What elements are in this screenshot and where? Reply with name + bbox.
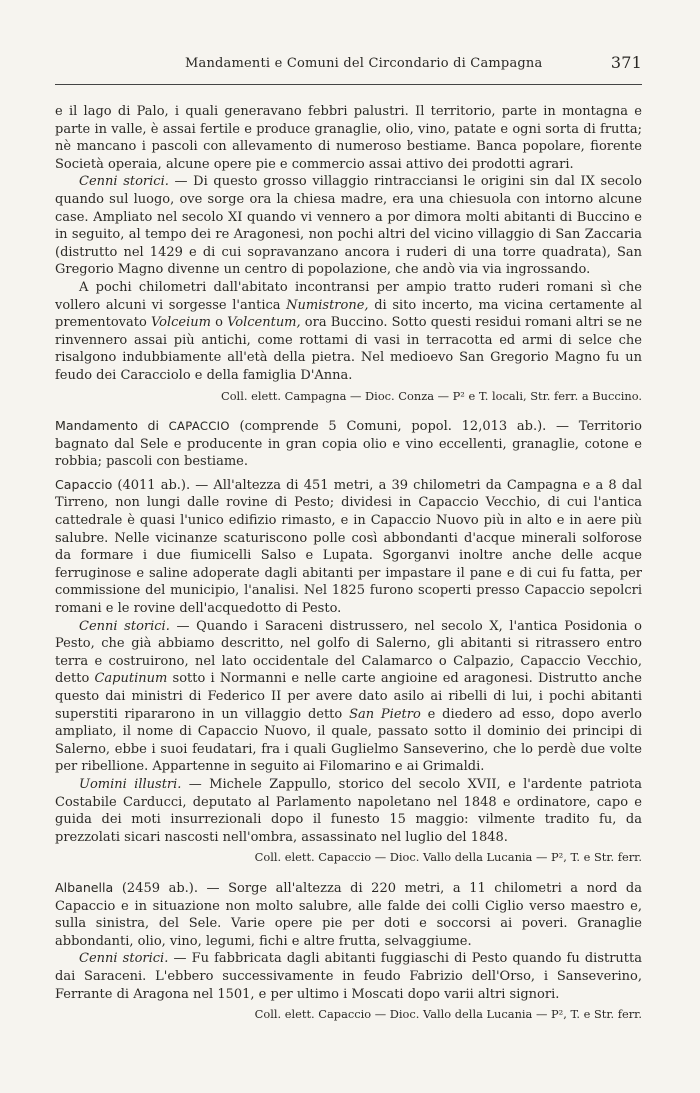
paragraph-notable-people [55, 776, 642, 846]
entry-heading: Albanella [55, 879, 114, 895]
paragraph-text: e diedero ad esso, dopo averlo ampliato, il nome di Capaccio Nuovo, il quale, passato sotto il dominio dei principi di Salerno, ebbe i suoi feudatari, fra i quali Guglielmo Sanseverino, che lo perdè due volte per ribellione. Appartenne in seguito ai Filomarino e ai Grimaldi. [55, 706, 642, 775]
italic-term: Numistrone, [286, 297, 369, 313]
paragraph-mandamento-capaccio [55, 417, 642, 471]
section-label: Cenni storici. [79, 618, 170, 634]
italic-term: San Pietro [349, 706, 421, 722]
section-label: Uomini illustri. [79, 776, 182, 792]
paragraph-text: (comprende 5 Comuni, popol. 12,013 ab.). — Territorio bagnato dal Sele e producente in gran copia olio e vino eccellenti, granaglie, cotone e robbia; pascoli con bestiame. [55, 419, 642, 470]
paragraph-text: o [210, 315, 228, 331]
paragraph-land [55, 103, 642, 173]
paragraph-history-albanella [55, 950, 642, 1003]
paragraph-history-capaccio [55, 618, 642, 776]
text-body [55, 103, 642, 1024]
paragraph-text: — Quando i Saraceni distrussero, nel secolo X, l'antica Posidonia o Pesto, che già abbiamo descritto, nel golfo di Salerno, gli abitanti si ritrassero entro terra e costruirono, nel lato occidentale del Calamarco o Calpazio, Capaccio Vecchio, detto [55, 618, 642, 687]
paragraph-history-san-gregorio [55, 173, 642, 279]
entry-heading: Capaccio [55, 476, 113, 492]
italic-term: Volceium [150, 315, 211, 331]
header-rule [55, 84, 642, 85]
paragraph-text: di sito incerto, ma vicina certamente al prementovato [55, 297, 642, 331]
italic-term: Volcentum, [227, 315, 301, 331]
paragraph-text: (4011 ab.). — All'altezza di 451 metri, a 39 chilometri da Campagna e a 8 dal Tirreno, non lungi dalle rovine di Pesto; dividesi in Capaccio Vecchio, di cui l'antica cattedrale è quasi l'unico edifizio rimasto, e in Capaccio Nuovo più in alto e in aere più salubre. Nelle vicinanze scaturiscono polle così abbondanti d'acque minerali solforose da formare i due fiumicelli Salso e Lupata. Sgorganvi inoltre anche delle acque ferruginose e saline adoperate dagli abitanti per impastare il pane e di cui fu fatta, per commissione del municipio, l'analisi. Nel 1825 furono scoperti presso Capaccio sepolcri romani e le rovine dell'acquedotto di Pesto. [55, 477, 642, 617]
electoral-note: Coll. elett. Campagna — Dioc. Conza — P² e T. locali, Str. ferr. a Buccino. [220, 388, 642, 403]
paragraph-text: — Fu fabbricata dagli abitanti fuggiaschi di Pesto quando fu distrutta dai Saraceni. L'ebbero successivamente in feudo Fabrizio dell'Orso, i Sanseverino, Ferrante di Aragona nel 1501, e per ultimo i Moscati dopo varii altri signori. [55, 951, 643, 1002]
running-header [55, 54, 642, 76]
electoral-note: Coll. elett. Capaccio — Dioc. Vallo della Lucania — P², T. e Str. ferr. [254, 1007, 642, 1022]
section-label: Cenni storici. [79, 174, 169, 190]
paragraph-text: e il lago di Palo, i quali generavano febbri palustri. Il territorio, parte in montagna e parte in valle, è assai fertile e produce granaglie, olio, vino, patate e ogni sorta di frutta; nè mancano i pascoli con allevamento di numeroso bestiame. Banca popolare, fiorente Società operaia, alcune opere pie e commercio assai attivo dei prodotti agrari. [55, 104, 642, 172]
paragraph-albanella [55, 879, 642, 950]
paragraph-text: ora Buccino. Sotto questi residui romani altri se ne rinvennero assai più antichi, come rottami di vasi in terracotta ed armi di selce che risalgono indubbiamente all'età della pietra. Nel medioevo San Gregorio Magno fu un feudo dei Caracciolo e della famiglia D'Anna. [55, 315, 643, 383]
page-number: 371 [610, 53, 642, 72]
paragraph-text: — Di questo grosso villaggio rintracciansi le origini sin dal IX secolo quando sul luogo, ove sorge ora la chiesa madre, era una chiesuola con intorno alcune case. Ampliato nel secolo XI quando vi vennero a por dimora molti abitanti di Buccino e in seguito, al tempo dei re Aragonesi, non pochi altri del vicino villaggio di San Zaccaria (distrutto nel 1429 e di cui sopravanzano ancora i ruderi di una torre quadrata), San Gregorio Magno divenne un centro di popolazione, che andò via via ingrossando. [55, 174, 642, 278]
paragraph-text: A pochi chilometri dall'abitato incontransi per ampio tratto ruderi romani sì che vollero alcuni vi sorgesse l'antica [55, 279, 642, 313]
paragraph-text: — Michele Zappullo, storico del secolo XVII, e l'ardente patriota Costabile Carducci, deputato al Parlamento napoletano nel 1848 e ordinatore, capo e guida dei moti insurrezionali dopo il funesto 15 maggio: vilmente tradito fu, da prezzolati sicari nascosti nell'ombra, assassinato nel luglio del 1848. [55, 776, 642, 845]
paragraph-ruins [55, 279, 642, 385]
section-label: Cenni storici. [79, 951, 169, 967]
header-title: Mandamenti e Comuni del Circondario di Campagna [185, 56, 543, 71]
paragraph-text: sotto i Normanni e nelle carte angioine ed aragonesi. Distrutto anche questo dai ministri di Federico II per avere dato asilo ai ribelli di lui, i pochi abitanti superstiti ripararono in un villaggio detto [55, 671, 642, 722]
electoral-note: Coll. elett. Capaccio — Dioc. Vallo della Lucania — P², T. e Str. ferr. [254, 850, 642, 865]
entry-heading-caps: CAPACCIO [168, 419, 230, 434]
entry-heading: Mandamento di [55, 418, 169, 434]
paragraph-text: (2459 ab.). — Sorge all'altezza di 220 metri, a 11 chilometri a nord da Capaccio e in situazione non molto salubre, alle falde dei colli Ciglio verso maestro e, sulla sinistra, del Sele. Varie opere pie per doti e soccorsi ai poveri. Granaglie abbondanti, olio, vino, legumi, fichi e altre frutta, selvaggiume. [55, 880, 642, 949]
paragraph-capaccio [55, 476, 642, 618]
italic-term: Caputinum [94, 671, 168, 687]
